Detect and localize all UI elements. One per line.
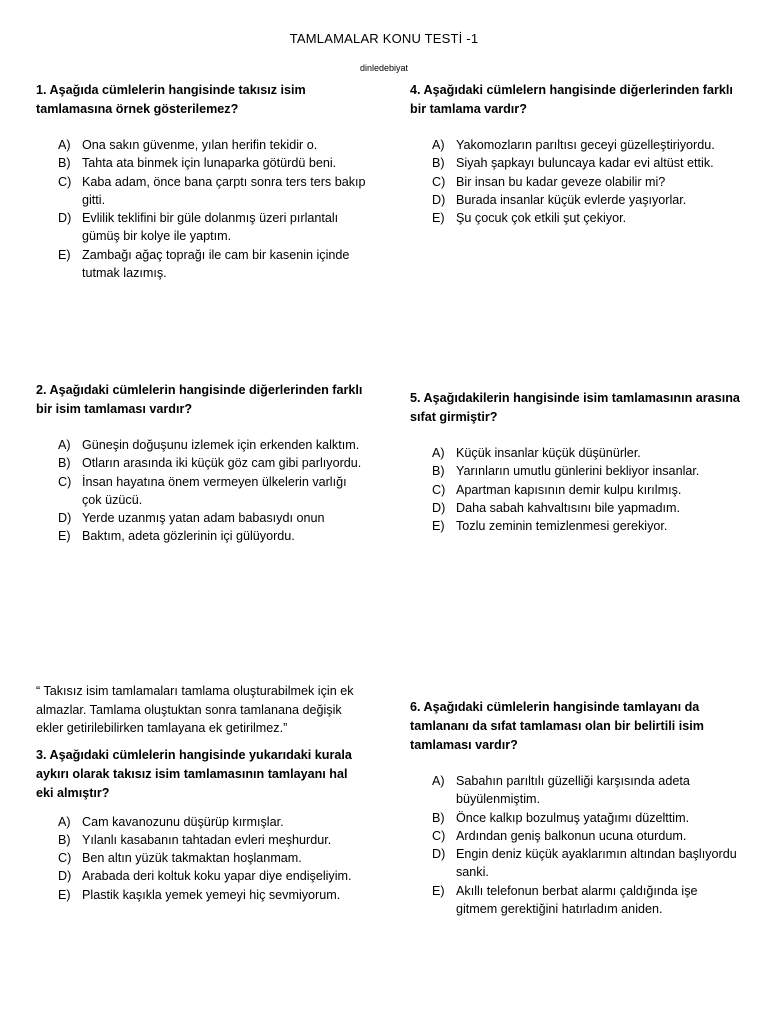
option-3e (36, 886, 366, 904)
option-text: Engin deniz küçük ayaklarımın altından başlıyordu sanki. (456, 847, 737, 880)
option-5d (410, 499, 740, 517)
option-letter: D) (432, 500, 446, 515)
option-letter: B) (58, 832, 71, 847)
question-3 (36, 682, 366, 904)
option-3b (36, 831, 366, 849)
option-text: Ben altın yüzük takmaktan hoşlanmam. (82, 851, 302, 866)
option-5a (410, 444, 740, 462)
question-2-options (36, 436, 366, 546)
option-4d (410, 191, 740, 209)
option-letter: D) (58, 511, 72, 526)
option-4b (410, 154, 740, 172)
option-letter: D) (58, 211, 72, 226)
option-letter: D) (58, 869, 72, 884)
option-2b (36, 454, 366, 472)
option-letter: E) (58, 887, 71, 902)
option-5b (410, 462, 740, 480)
option-6c (410, 827, 740, 845)
option-text: Küçük insanlar küçük düşünürler. (456, 446, 641, 460)
option-letter: E) (58, 529, 71, 544)
option-6d (410, 845, 740, 882)
option-letter: C) (432, 174, 446, 189)
question-3-note: “ Takısız isim tamlamaları tamlama oluşturabilmek için ek almazlar. Tamlama oluştuktan sonra tamlanana değişik ekler getirilebilirken tamlayana ek getirilmez.” (36, 684, 354, 735)
option-letter: C) (58, 851, 72, 866)
option-text: Zambağı ağaç toprağı ile cam bir kasenin içinde tutmak lazımış. (82, 247, 350, 281)
option-2c (36, 473, 366, 510)
option-text: Otların arasında iki küçük göz cam gibi parlıyordu. (82, 456, 362, 471)
option-letter: A) (432, 774, 445, 788)
option-text: Baktım, adeta gözlerinin içi gülüyordu. (82, 529, 295, 544)
option-text: İnsan hayatına önem vermeyen ülkelerin varlığı çok üzücü. (82, 474, 347, 507)
option-6e (410, 882, 740, 919)
option-text: Sabahın parıltılı güzelliği karşısında adeta büyülenmiştim. (456, 774, 690, 807)
option-6a (410, 772, 740, 809)
option-letter: B) (432, 156, 445, 171)
option-5e (410, 517, 740, 535)
page-title: TAMLAMALAR KONU TESTİ -1 (289, 31, 479, 46)
option-letter: C) (432, 482, 446, 497)
question-4-options (410, 136, 740, 227)
option-text: Daha sabah kahvaltısını bile yapmadım. (456, 500, 681, 515)
option-text: Tozlu zeminin temizlenmesi gerekiyor. (456, 519, 668, 534)
option-1e (36, 246, 366, 283)
option-letter: E) (432, 519, 445, 534)
option-6b (410, 809, 740, 827)
option-text: Siyah şapkayı buluncaya kadar evi altüst ettik. (456, 156, 714, 171)
option-letter: D) (432, 192, 446, 207)
question-4-title: 4. Aşağıdaki cümlelern hangisinde diğerlerinden farklı bir tamlama vardır? (410, 83, 733, 116)
option-text: Evlilik teklifini bir güle dolanmış üzeri pırlantalı gümüş bir kolye ile yaptım. (82, 211, 339, 244)
option-text: Yakomozların parıltısı geceyi güzelleştiriyordu. (456, 138, 715, 152)
question-6-title: 6. Aşağıdaki cümlelerin hangisinde tamlayanı da tamlananı da sıfat tamlaması olan bir belirtili isim tamlaması vardır? (410, 700, 704, 752)
option-letter: E) (432, 883, 445, 898)
option-letter: C) (432, 828, 446, 843)
option-text: Plastik kaşıkla yemek yemeyi hiç sevmiyorum. (82, 887, 341, 902)
question-2 (36, 381, 366, 546)
option-letter: E) (432, 211, 445, 226)
option-5c (410, 481, 740, 499)
option-1a (36, 136, 366, 154)
option-letter: B) (58, 156, 71, 171)
option-text: Yarınların umutlu günlerini bekliyor insanlar. (456, 464, 700, 479)
question-1-title: 1. Aşağıda cümlelerin hangisinde takısız isim tamlamasına örnek gösterilemez? (36, 83, 306, 116)
option-text: Apartman kapısının demir kulpu kırılmış. (456, 482, 682, 497)
option-text: Önce kalkıp bozulmuş yatağımı düzelttim. (456, 810, 690, 825)
question-5-options (410, 444, 740, 535)
option-2e (36, 527, 366, 545)
option-1c (36, 173, 366, 210)
option-text: Bir insan bu kadar geveze olabilir mi? (456, 174, 666, 189)
question-1-options (36, 136, 366, 282)
option-2a (36, 436, 366, 454)
option-letter: E) (58, 247, 71, 262)
question-6-options (410, 772, 740, 918)
question-6 (410, 698, 740, 918)
option-3c (36, 849, 366, 867)
option-text: Akıllı telefonun berbat alarmı çaldığında işe gitmem gerektiğini hatırladım aniden. (456, 883, 698, 917)
option-letter: A) (58, 814, 71, 829)
option-text: Tahta ata binmek için lunaparka götürdü beni. (82, 156, 337, 171)
question-3-title: 3. Aşağıdaki cümlelerin hangisinde yukarıdaki kurala aykırı olarak takısız isim tamlamasının tamlayanı hal eki almıştır? (36, 747, 352, 800)
option-3d (36, 867, 366, 885)
option-text: Yerde uzanmış yatan adam babasıydı onun (82, 511, 325, 526)
option-letter: C) (58, 474, 72, 489)
option-letter: B) (432, 464, 445, 479)
option-text: Ona sakın güvenme, yılan herifin tekidir o. (82, 138, 318, 152)
option-1b (36, 154, 366, 172)
option-4c (410, 173, 740, 191)
option-text: Cam kavanozunu düşürüp kırmışlar. (82, 814, 284, 829)
option-text: Ardından geniş balkonun ucuna oturdum. (456, 828, 687, 843)
option-text: Burada insanlar küçük evlerde yaşıyorlar. (456, 192, 687, 207)
source-label: dinledebiyat (359, 63, 409, 73)
option-1d (36, 209, 366, 246)
option-3a (36, 813, 366, 831)
question-2-title: 2. Aşağıdaki cümlelerin hangisinde diğerlerinden farklı bir isim tamlaması vardır? (36, 383, 363, 416)
option-text: Güneşin doğuşunu izlemek için erkenden kalktım. (82, 438, 360, 452)
option-letter: C) (58, 174, 72, 189)
option-text: Kaba adam, önce bana çarptı sonra ters ters bakıp gitti. (82, 174, 366, 207)
option-letter: A) (58, 438, 71, 452)
option-text: Arabada deri koltuk koku yapar diye endişeliyim. (82, 869, 352, 884)
question-3-options (36, 813, 366, 904)
option-letter: B) (432, 810, 445, 825)
option-4e (410, 209, 740, 227)
option-2d (36, 509, 366, 527)
option-letter: A) (432, 138, 445, 152)
option-text: Yılanlı kasabanın tahtadan evleri meşhurdur. (82, 832, 332, 847)
option-letter: A) (58, 138, 71, 152)
option-letter: B) (58, 456, 71, 471)
option-4a (410, 136, 740, 154)
option-letter: A) (432, 446, 445, 460)
question-4 (410, 81, 740, 227)
question-1 (36, 81, 366, 282)
question-5-title: 5. Aşağıdakilerin hangisinde isim tamlamasının arasına sıfat girmiştir? (410, 391, 740, 424)
option-letter: D) (432, 847, 446, 862)
option-text: Şu çocuk çok etkili şut çekiyor. (456, 211, 627, 226)
question-5 (410, 389, 740, 535)
